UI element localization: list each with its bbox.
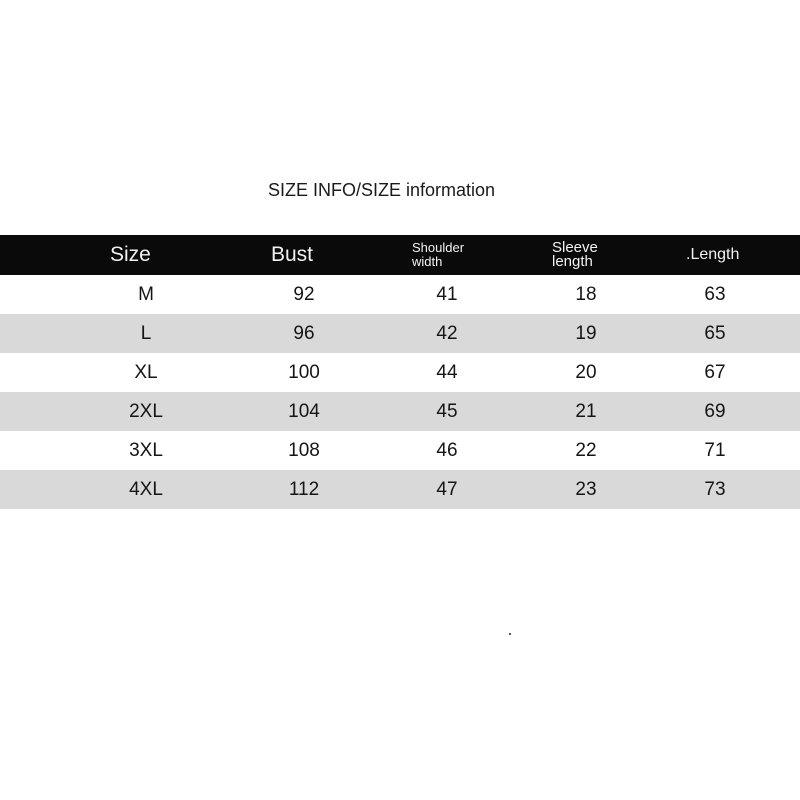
cell-shoulder: 45 <box>436 400 458 422</box>
cell-shoulder: 47 <box>436 478 458 500</box>
header-shoulder-line2: width <box>412 254 443 269</box>
cell-length: 67 <box>704 361 726 383</box>
table-row <box>0 275 800 314</box>
table-row <box>0 314 800 353</box>
table-row <box>0 392 800 431</box>
cell-bust: 100 <box>288 361 320 383</box>
cell-bust: 96 <box>293 322 315 344</box>
header-shoulder-line1: Shoulder <box>412 240 465 255</box>
cell-length: 71 <box>704 439 726 461</box>
cell-length: 73 <box>704 478 726 500</box>
table-row <box>0 431 800 470</box>
header-bust: Bust <box>271 243 314 266</box>
cell-length: 63 <box>704 283 726 305</box>
size-table <box>0 235 800 509</box>
cell-size: XL <box>134 361 158 383</box>
cell-sleeve: 18 <box>575 283 597 305</box>
page-title: SIZE INFO/SIZE information <box>268 180 496 200</box>
cell-sleeve: 21 <box>575 400 597 422</box>
cell-sleeve: 20 <box>575 361 597 383</box>
cell-size: 3XL <box>129 439 163 461</box>
cell-length: 69 <box>704 400 726 422</box>
cell-sleeve: 19 <box>575 322 597 344</box>
cell-bust: 104 <box>288 400 320 422</box>
cell-shoulder: 46 <box>436 439 458 461</box>
cell-bust: 92 <box>293 283 315 305</box>
cell-shoulder: 42 <box>436 322 458 344</box>
table-header-row <box>0 235 800 275</box>
cell-size: M <box>138 283 154 305</box>
header-shoulder-width <box>412 235 464 275</box>
stray-dot <box>509 633 511 635</box>
cell-shoulder: 41 <box>436 283 458 305</box>
cell-sleeve: 23 <box>575 478 597 500</box>
cell-size: L <box>140 322 152 344</box>
header-sleeve-length <box>552 235 598 275</box>
cell-size: 2XL <box>129 400 163 422</box>
cell-bust: 108 <box>288 439 320 461</box>
table-row <box>0 353 800 392</box>
header-sleeve-line1: Sleeve <box>552 239 598 256</box>
cell-size: 4XL <box>129 478 163 500</box>
cell-sleeve: 22 <box>575 439 597 461</box>
cell-bust: 112 <box>288 478 320 500</box>
cell-length: 65 <box>704 322 726 344</box>
cell-shoulder: 44 <box>436 361 458 383</box>
header-length: .Length <box>686 246 740 263</box>
header-sleeve-line2: length <box>552 253 593 270</box>
header-size: Size <box>110 243 151 266</box>
table-row <box>0 470 800 509</box>
